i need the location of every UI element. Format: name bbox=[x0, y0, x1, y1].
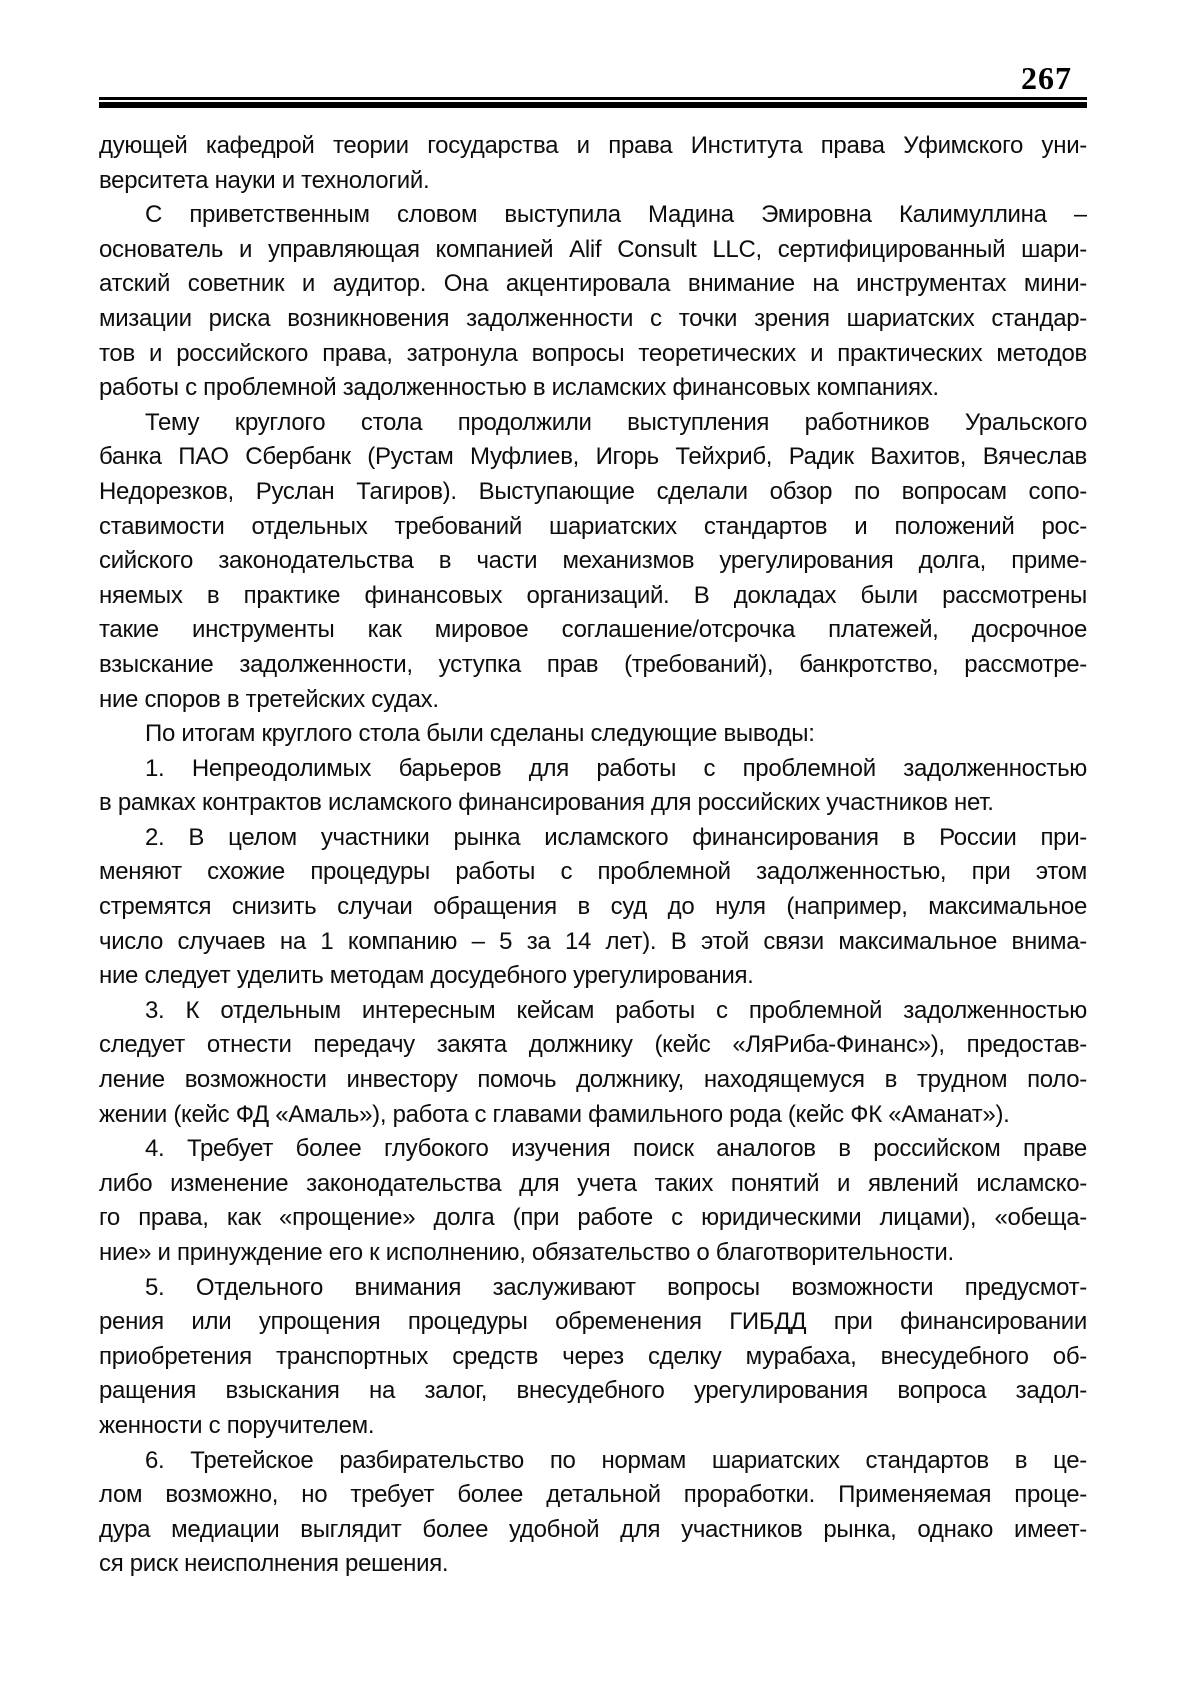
text-line: ся риск неисполнения решения. bbox=[99, 1550, 449, 1578]
text-line: приобретения транспортных средств через сделку мурабаха, внесудебного об- bbox=[99, 1342, 1087, 1370]
paragraph bbox=[99, 1132, 1087, 1270]
text-line: либо изменение законодательства для учета таких понятий и явлений исламско- bbox=[99, 1169, 1087, 1197]
header-rule bbox=[99, 97, 1087, 108]
text-line: женности с поручителем. bbox=[99, 1411, 375, 1439]
text-line: мизации риска возникновения задолженности с точки зрения шариатских стандар- bbox=[99, 304, 1087, 332]
text-line: сийского законодательства в части механизмов урегулирования долга, приме- bbox=[99, 547, 1087, 575]
paragraph bbox=[99, 994, 1087, 1132]
text-line: верситета науки и технологий. bbox=[99, 166, 430, 194]
paragraph bbox=[99, 1444, 1087, 1582]
text-line: По итогам круглого стола были сделаны следующие выводы: bbox=[145, 720, 815, 748]
text-line: ние» и принуждение его к исполнению, обязательство о благотворительности. bbox=[99, 1239, 954, 1266]
paragraph bbox=[99, 1271, 1087, 1444]
paragraph bbox=[99, 717, 1087, 752]
document-page bbox=[99, 0, 1087, 1582]
text-line: такие инструменты как мировое соглашение/отсрочка платежей, досрочное bbox=[99, 616, 1087, 644]
text-line: Тему круглого стола продолжили выступления работников Уральского bbox=[145, 408, 1087, 436]
text-line: атский советник и аудитор. Она акцентировала внимание на инструментах мини- bbox=[99, 270, 1087, 298]
text-line: лом возможно, но требует более детальной проработки. Применяемая проце- bbox=[99, 1481, 1087, 1509]
text-line: меняют схожие процедуры работы с проблемной задолженностью, при этом bbox=[99, 858, 1087, 886]
paragraph bbox=[99, 752, 1087, 821]
text-line: Недорезков, Руслан Тагиров). Выступающие сделали обзор по вопросам сопо- bbox=[99, 477, 1087, 505]
text-line: основатель и управляющая компанией Alif Consult LLC, сертифицированный шари- bbox=[99, 235, 1087, 263]
text-line: ращения взыскания на залог, внесудебного урегулирования вопроса задол- bbox=[99, 1377, 1087, 1405]
text-line: няемых в практике финансовых организаций. В докладах были рассмотрены bbox=[99, 581, 1087, 609]
text-line: следует отнести передачу закята должнику (кейс «ЛяРиба-Финанс»), предостав- bbox=[99, 1031, 1087, 1059]
paragraph bbox=[99, 198, 1087, 406]
text-line: 1. Непреодолимых барьеров для работы с проблемной задолженностью bbox=[145, 754, 1087, 782]
paragraph bbox=[99, 129, 1087, 198]
text-line: дующей кафедрой теории государства и права Института права Уфимского уни- bbox=[99, 132, 1087, 159]
text-line: рения или упрощения процедуры обременения ГИБДД при финансировании bbox=[99, 1308, 1087, 1336]
text-line: взыскание задолженности, уступка прав (требований), банкротство, рассмотре- bbox=[99, 650, 1087, 678]
text-line: дура медиации выглядит более удобной для участников рынка, однако имеет- bbox=[99, 1515, 1087, 1543]
text-line: число случаев на 1 компанию – 5 за 14 лет). В этой связи максимальное внима- bbox=[99, 927, 1087, 955]
text-line: работы с проблемной задолженностью в исламских финансовых компаниях. bbox=[99, 374, 939, 402]
text-line: жении (кейс ФД «Амаль»), работа с главами фамильного рода (кейс ФК «Аманат»). bbox=[99, 1100, 1010, 1128]
paragraph bbox=[99, 406, 1087, 717]
text-line: ление возможности инвестору помочь должнику, находящемуся в трудном поло- bbox=[99, 1066, 1087, 1094]
text-line: 2. В целом участники рынка исламского финансирования в России при- bbox=[145, 823, 1087, 851]
text-line: 6. Третейское разбирательство по нормам шариатских стандартов в це- bbox=[145, 1446, 1087, 1474]
text-line: 5. Отдельного внимания заслуживают вопросы возможности предусмот- bbox=[145, 1273, 1087, 1301]
text-line: банка ПАО Сбербанк (Рустам Муфлиев, Игорь Тейхриб, Радик Вахитов, Вячеслав bbox=[99, 443, 1087, 471]
text-line: в рамках контрактов исламского финансирования для российских участников нет. bbox=[99, 789, 994, 817]
text-line: ние следует уделить методам досудебного урегулирования. bbox=[99, 962, 754, 990]
text-line: С приветственным словом выступила Мадина Эмировна Калимуллина – bbox=[145, 201, 1087, 229]
text-line: го права, как «прощение» долга (при работе с юридическими лицами), «обеща- bbox=[99, 1204, 1087, 1232]
text-line: ние споров в третейских судах. bbox=[99, 685, 439, 713]
page-number: 267 bbox=[1021, 60, 1072, 96]
page-body-text bbox=[99, 129, 1087, 1582]
text-line: ставимости отдельных требований шариатских стандартов и положений рос- bbox=[99, 512, 1087, 540]
text-line: стремятся снизить случаи обращения в суд до нуля (например, максимальное bbox=[99, 893, 1087, 921]
text-line: тов и российского права, затронула вопросы теоретических и практических методов bbox=[99, 339, 1087, 367]
text-line: 4. Требует более глубокого изучения поиск аналогов в российском праве bbox=[145, 1135, 1087, 1163]
paragraph bbox=[99, 821, 1087, 994]
text-line: 3. К отдельным интересным кейсам работы с проблемной задолженностью bbox=[145, 996, 1087, 1024]
